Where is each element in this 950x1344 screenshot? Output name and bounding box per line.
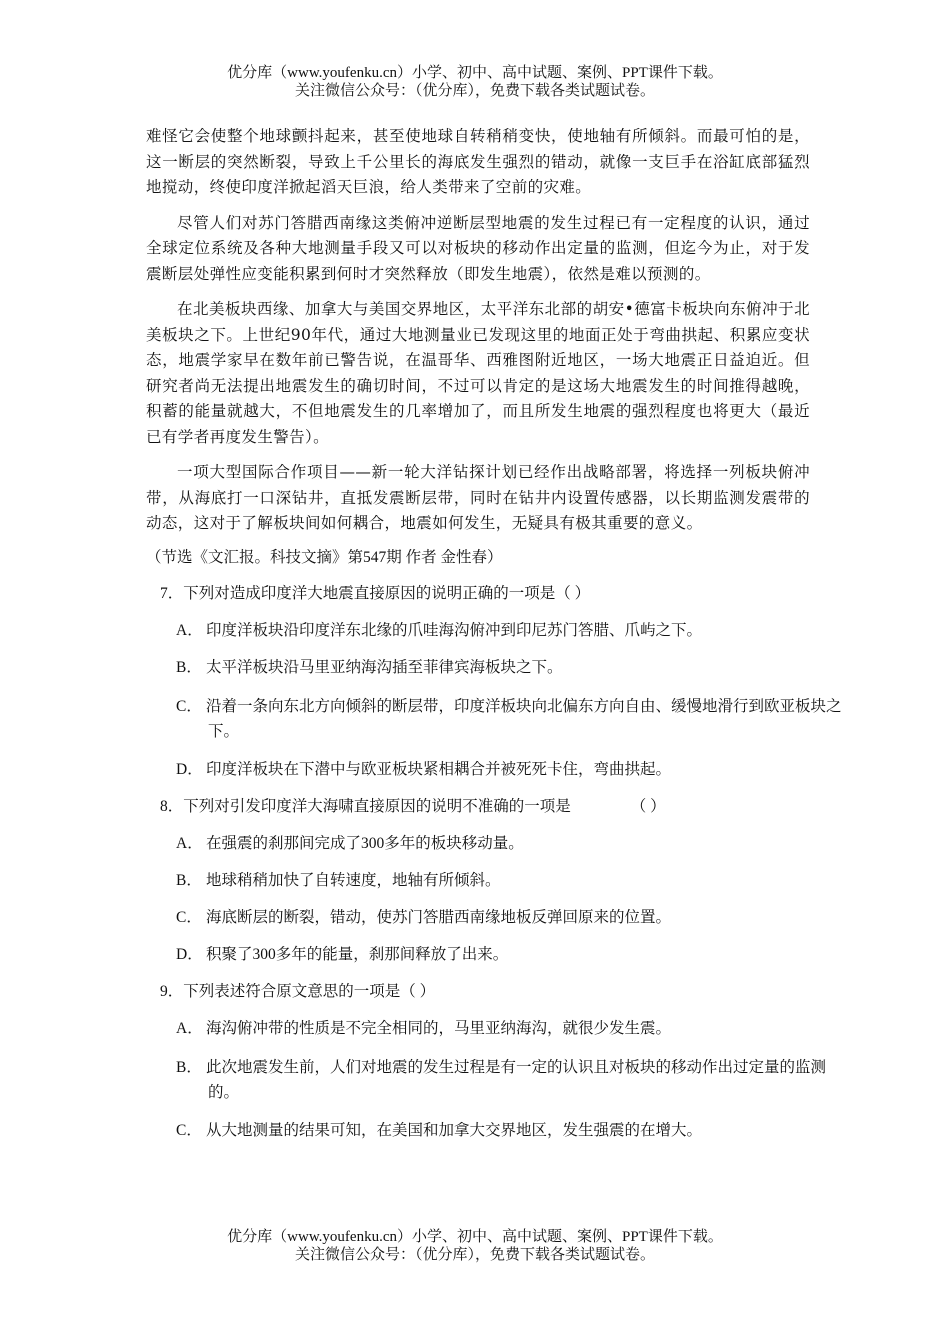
option-text: 积聚了300多年的能量，刹那间释放了出来。 [206, 945, 509, 963]
passage-paragraph-2: 尽管人们对苏门答腊西南缘这类俯冲逆断层型地震的发生过程已有一定程度的认识，通过全球定位系统及各种大地测量手段又可以对板块的移动作出定量的监测，但迄今为止，对于发震断层处弹性应变能积累到何时才突然释放（即发生地震），依然是难以预测的。 [146, 213, 810, 283]
option-text: 印度洋板块沿印度洋东北缘的爪哇海沟俯冲到印尼苏门答腊、爪屿之下。 [206, 621, 703, 639]
option-letter: C． [176, 697, 202, 715]
option-letter: A． [176, 621, 203, 639]
question-8-option-d [176, 944, 848, 966]
option-letter: D． [176, 945, 203, 963]
question-9-option-c [176, 1120, 848, 1142]
page-footer [0, 1228, 950, 1264]
question-9-option-a [176, 1018, 848, 1040]
question-7-option-d [176, 759, 848, 781]
option-text: 在强震的刹那间完成了300多年的板块移动量。 [206, 834, 524, 852]
option-text: 太平洋板块沿马里亚纳海沟插至菲律宾海板块之下。 [206, 658, 563, 676]
source-citation: （节选《文汇报。科技文摘》第547期 作者 金性春） [146, 548, 503, 566]
answer-parentheses: （ ） [630, 797, 666, 815]
option-letter: B． [176, 871, 202, 889]
footer-line-1: 优分库（www.youfenku.cn）小学、初中、高中试题、案例、PPT课件下载。 [227, 1229, 723, 1245]
option-text: 沿着一条向东北方向倾斜的断层带，印度洋板块向北偏东方向自由、缓慢地滑行到欧亚板块之下。 [206, 697, 842, 740]
question-7-stem [160, 583, 810, 605]
header-line-2: 关注微信公众号：（优分库），免费下载各类试题试卷。 [294, 83, 655, 99]
option-letter: B． [176, 1058, 202, 1076]
question-7-option-b [176, 657, 848, 679]
question-7-option-a [176, 620, 848, 642]
passage-paragraph-1: 难怪它会使整个地球颤抖起来，甚至使地球自转稍稍变快，使地轴有所倾斜。而最可怕的是，这一断层的突然断裂，导致上千公里长的海底发生强烈的错动，就像一支巨手在浴缸底部猛烈地搅动，终使印度洋掀起滔天巨浪，给人类带来了空前的灾难。 [146, 127, 810, 196]
option-letter: C． [176, 908, 202, 926]
option-text: 地球稍稍加快了自转速度，地轴有所倾斜。 [206, 871, 501, 889]
header-line-1: 优分库（www.youfenku.cn）小学、初中、高中试题、案例、PPT课件下载。 [227, 65, 723, 81]
document-body [146, 124, 842, 1157]
passage-paragraph-4: 一项大型国际合作项目——新一轮大洋钻探计划已经作出战略部署，将选择一列板块俯冲带，从海底打一口深钻井，直抵发震断层带，同时在钻井内设置传感器，以长期监测发震带的动态，这对于了解板块间如何耦合，地震如何发生，无疑具有极其重要的意义。 [146, 463, 810, 532]
option-letter: B． [176, 658, 202, 676]
footer-line-2: 关注微信公众号：（优分库），免费下载各类试题试卷。 [294, 1247, 655, 1263]
option-letter: C． [176, 1121, 202, 1139]
option-text: 此次地震发生前，人们对地震的发生过程是有一定的认识且对板块的移动作出过定量的监测的。 [206, 1058, 827, 1101]
question-7-option-c [176, 694, 848, 744]
option-text: 海底断层的断裂，错动，使苏门答腊西南缘地板反弹回原来的位置。 [206, 908, 672, 926]
question-9-stem [160, 981, 810, 1003]
option-letter: D． [176, 760, 203, 778]
question-9-option-b [176, 1055, 848, 1105]
question-stem-text: 9．下列表述符合原文意思的一项是（ ） [160, 982, 436, 1000]
option-text: 印度洋板块在下潜中与欧亚板块紧相耦合并被死死卡住，弯曲拱起。 [206, 760, 672, 778]
option-text: 海沟俯冲带的性质是不完全相同的，马里亚纳海沟，就很少发生震。 [206, 1019, 672, 1037]
question-8-option-c [176, 907, 848, 929]
option-text: 从大地测量的结果可知，在美国和加拿大交界地区，发生强震的在增大。 [206, 1121, 703, 1139]
question-8-option-a [176, 833, 848, 855]
question-8-stem [160, 796, 810, 818]
option-letter: A． [176, 834, 203, 852]
option-letter: A． [176, 1019, 203, 1037]
question-stem-text: 8．下列对引发印度洋大海啸直接原因的说明不准确的一项是 [160, 797, 571, 815]
passage-paragraph-3: 在北美板块西缘、加拿大与美国交界地区，太平洋东北部的胡安•德富卡板块向东俯冲于北美板块之下。上世纪90年代，通过大地测量业已发现这里的地面正处于弯曲拱起、积累应变状态，地震学家早在数年前已警告说，在温哥华、西雅图附近地区，一场大地震正日益迫近。但研究者尚无法提出地震发生的确切时间，不过可以肯定的是这场大地震发生的时间推得越晚，积蓄的能量就越大，不但地震发生的几率增加了，而且所发生地震的强烈程度也将更大（最近已有学者再度发生警告）。 [146, 300, 810, 446]
question-stem-text: 7．下列对造成印度洋大地震直接原因的说明正确的一项是（ ） [160, 584, 591, 602]
question-8-option-b [176, 870, 848, 892]
page-header [0, 64, 950, 100]
